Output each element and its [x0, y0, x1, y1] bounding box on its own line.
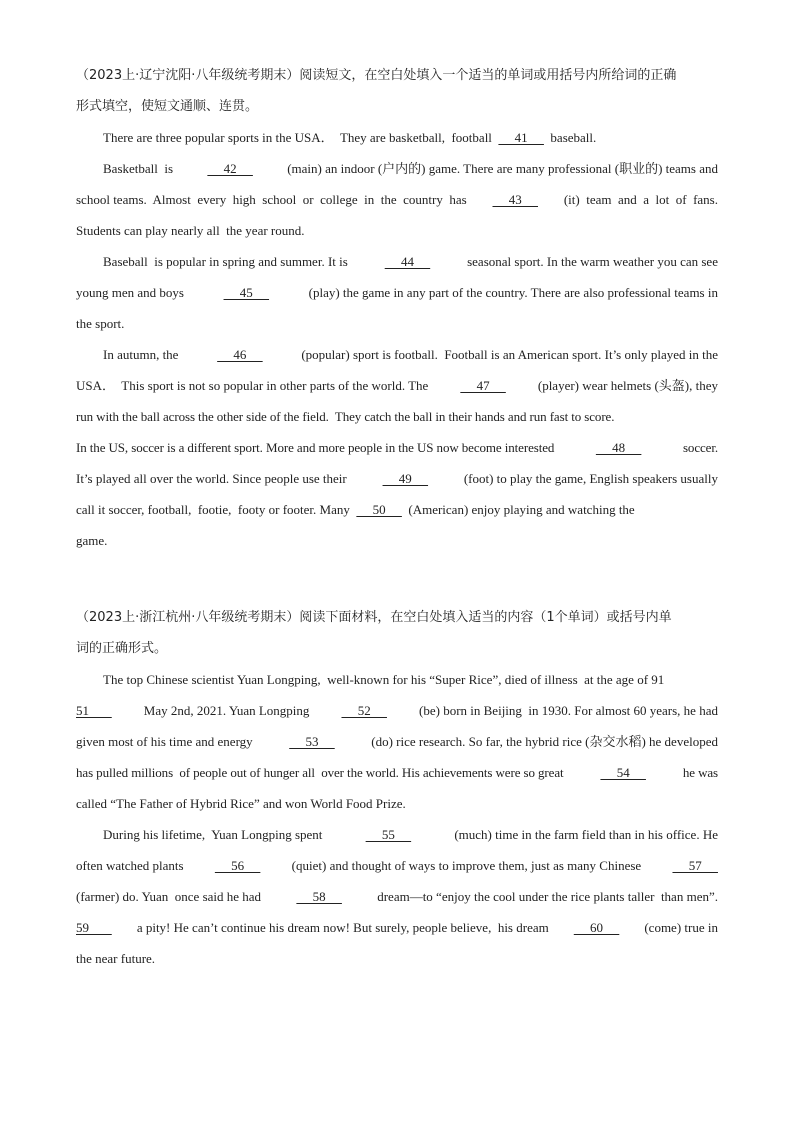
blank-41[interactable]: 41	[498, 130, 544, 145]
blank-49[interactable]: 49	[382, 471, 429, 486]
passage2-line: given most of his time and energy 53 (do) rice research. So far, the hybrid rice (杂交水稻) he developed	[76, 726, 718, 757]
blank-54[interactable]: 54	[600, 765, 646, 780]
blank-58[interactable]: 58	[296, 889, 342, 904]
blank-55[interactable]: 55	[365, 827, 412, 842]
passage1-line: Baseball is popular in spring and summer. It is 44 seasonal sport. In the warm weather you can see	[76, 246, 718, 277]
passage1-line: young men and boys 45 (play) the game in any part of the country. There are also professional teams in	[76, 277, 718, 308]
blank-53[interactable]: 53	[289, 734, 335, 749]
section-gap	[76, 556, 718, 602]
passage1-line: USA． This sport is not so popular in other parts of the world. The 47 (player) wear helmets (头盔), they	[76, 370, 718, 401]
blank-51[interactable]: 51	[76, 703, 112, 718]
passage2-line: The top Chinese scientist Yuan Longping, well-known for his “Super Rice”, died of illness at the age of 91	[103, 672, 665, 687]
blank-56[interactable]: 56	[214, 858, 261, 873]
passage1-line: run with the ball across the other side of the field. They catch the ball in their hands and run fast to score.	[76, 409, 615, 424]
blank-43[interactable]: 43	[492, 192, 538, 207]
passage1-line: Students can play nearly all the year round.	[76, 223, 305, 238]
blank-59[interactable]: 59	[76, 920, 112, 935]
passage1-line: call it soccer, football, footie, footy or footer. Many 50 (American) enjoy playing and watching the	[76, 494, 718, 525]
blank-45[interactable]: 45	[223, 285, 270, 300]
blank-52[interactable]: 52	[341, 703, 387, 718]
passage2-line: 59 a pity! He can’t continue his dream now! But surely, people believe, his dream 60 (come) true in	[76, 912, 718, 943]
passage1-line: It’s played all over the world. Since people use their 49 (foot) to play the game, English speakers usually	[76, 463, 718, 494]
passage1-line: In the US, soccer is a different sport. More and more people in the US now become interested 48 soccer.	[76, 432, 718, 463]
blank-57[interactable]: 57	[672, 858, 718, 873]
passage1-line: There are three popular sports in the USA． They are basketball, football 41 baseball.	[76, 122, 718, 153]
passage2-line: called “The Father of Hybrid Rice” and won World Food Prize.	[76, 796, 406, 811]
passage2-line: 51 May 2nd, 2021. Yuan Longping 52 (be) born in Beijing in 1930. For almost 60 years, he had	[76, 695, 718, 726]
blank-44[interactable]: 44	[384, 254, 431, 269]
blank-50[interactable]: 50	[356, 502, 402, 517]
passage1-line: game.	[76, 533, 108, 548]
passage1-line: school teams. Almost every high school or college in the country has 43 (it) team and a lot of fans.	[76, 184, 718, 215]
passage2-line: has pulled millions of people out of hunger all over the world. His achievements were so great 54 he was	[76, 757, 718, 788]
blank-48[interactable]: 48	[595, 440, 642, 455]
blank-46[interactable]: 46	[217, 347, 263, 362]
blank-60[interactable]: 60	[573, 920, 620, 935]
passage2-heading-line2: 词的正确形式。	[76, 641, 168, 656]
passage1-heading-line2: 形式填空，使短文通顺、连贯。	[76, 99, 259, 114]
passage2-line: During his lifetime, Yuan Longping spent 55 (much) time in the farm field than in his office. He	[76, 819, 718, 850]
passage1-line: the sport.	[76, 316, 125, 331]
passage2-heading-line1: （2023上·浙江杭州·八年级统考期末）阅读下面材料，在空白处填入适当的内容（1个单词）或括号内单	[76, 610, 672, 625]
blank-47[interactable]: 47	[460, 378, 506, 393]
document-page	[76, 60, 718, 974]
blank-42[interactable]: 42	[207, 161, 253, 176]
passage1-line: Basketball is 42 (main) an indoor (户内的) game. There are many professional (职业的) teams and	[76, 153, 718, 184]
passage1-line: In autumn, the 46 (popular) sport is football. Football is an American sport. It’s only played in the	[76, 339, 718, 370]
passage1-heading-line1: （2023上·辽宁沈阳·八年级统考期末）阅读短文，在空白处填入一个适当的单词或用括号内所给词的正确	[76, 68, 677, 83]
passage2-line: the near future.	[76, 951, 156, 966]
passage2-line: often watched plants 56 (quiet) and thought of ways to improve them, just as many Chinese 57	[76, 850, 718, 881]
passage2-line: (farmer) do. Yuan once said he had 58 dream—to “enjoy the cool under the rice plants taller than men”.	[76, 881, 718, 912]
